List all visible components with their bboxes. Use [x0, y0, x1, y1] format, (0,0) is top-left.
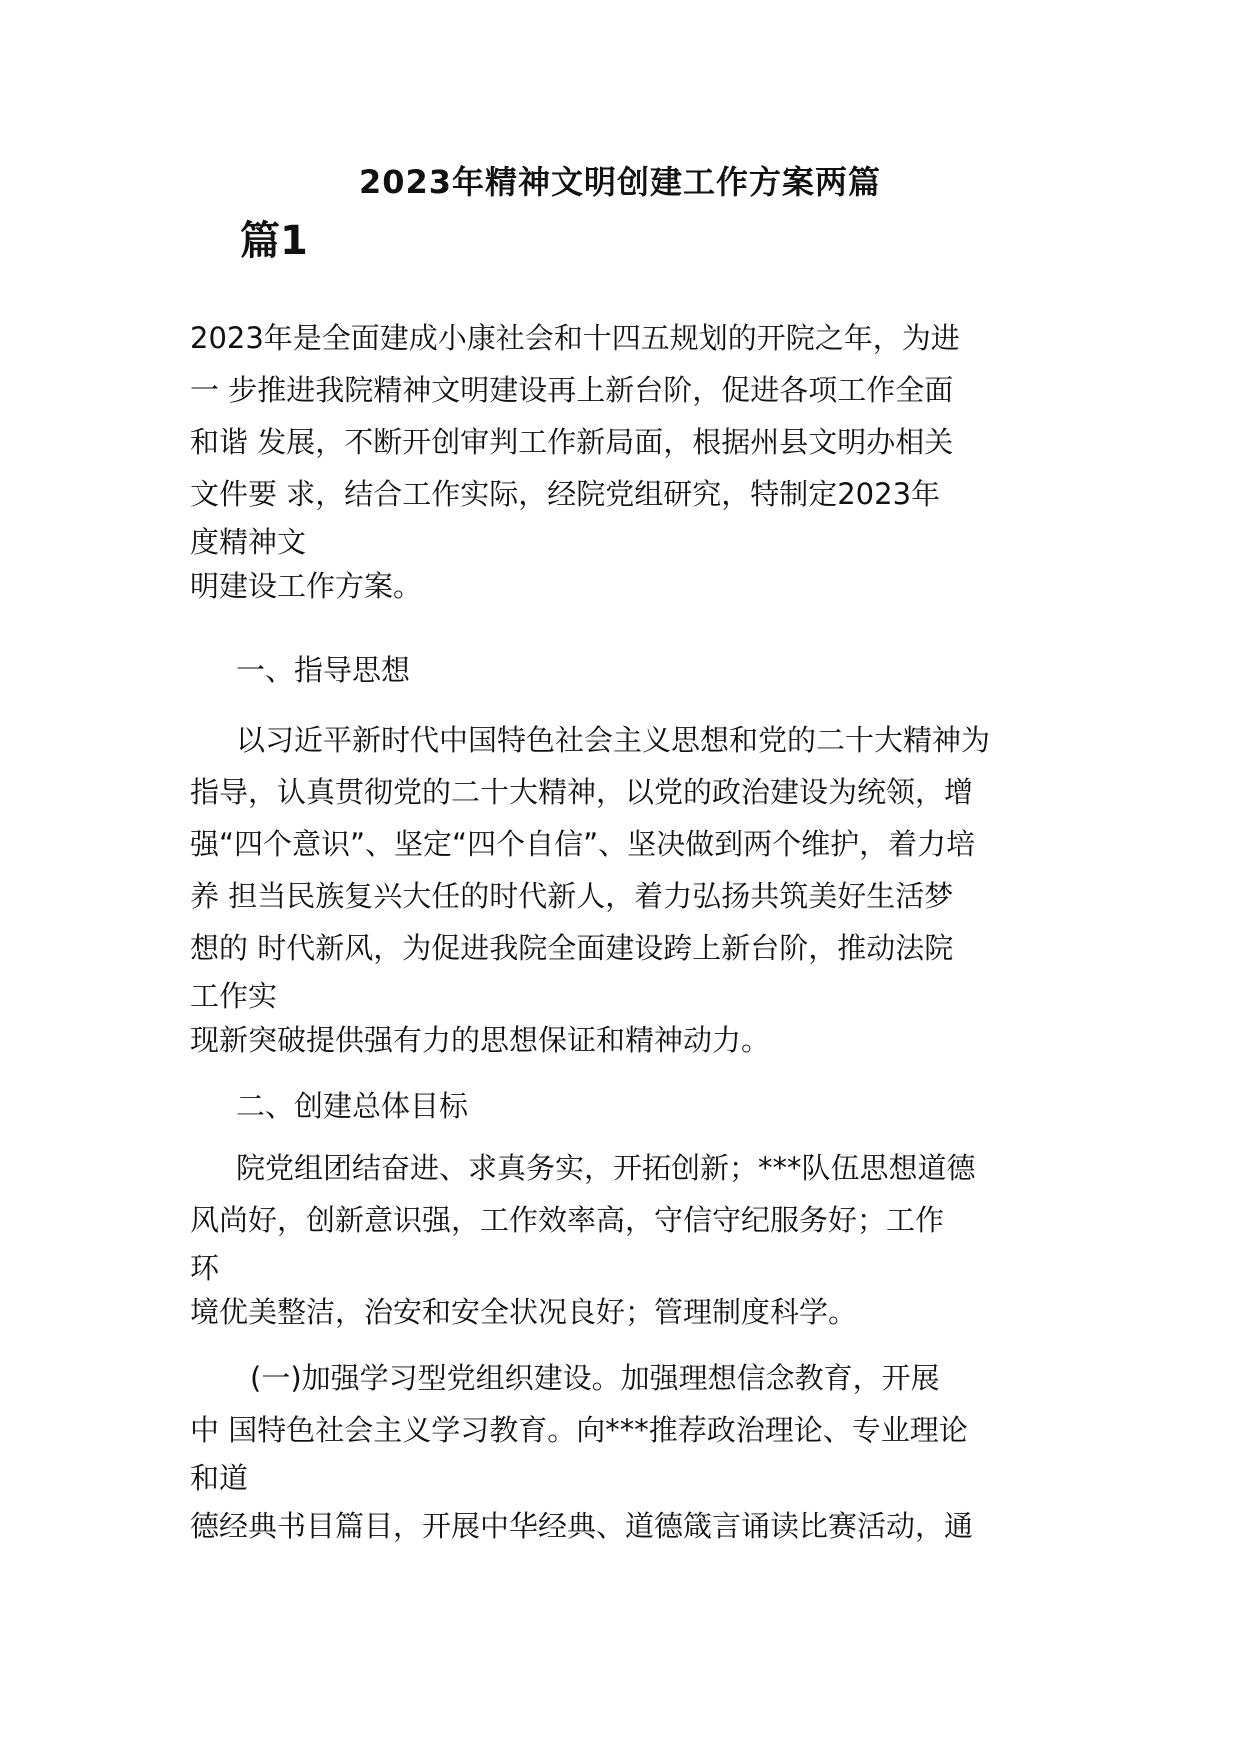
- paragraph-line: 境优美整洁，治安和安全状况良好；管理制度科学。: [190, 1295, 858, 1329]
- paragraph-line: 强“四个意识”、坚定“四个自信”、坚决做到两个维护，着力培: [190, 827, 976, 861]
- paragraph-line: 风尚好，创新意识强，工作效率高，守信守纪服务好；工作: [190, 1203, 945, 1237]
- paragraph-line: (一)加强学习型党组织建设。加强理想信念教育，开展: [250, 1361, 940, 1395]
- paragraph-line: 一 步推进我院精神文明建设再上新台阶，促进各项工作全面: [190, 373, 954, 407]
- paragraph-line: 环: [190, 1251, 220, 1285]
- paragraph-line: 文件要 求，结合工作实际，经院党组研究，特制定2023年: [190, 477, 941, 511]
- section-heading: 一、指导思想: [236, 653, 411, 687]
- paragraph-line: 指导，认真贯彻党的二十大精神，以党的政治建设为统领，增: [190, 775, 974, 809]
- document-title: 2023年精神文明创建工作方案两篇: [358, 163, 882, 201]
- paragraph-line: 和道: [190, 1461, 249, 1495]
- paragraph-line: 院党组团结奋进、求真务实，开拓创新；***队伍思想道德: [236, 1151, 976, 1185]
- document-subtitle: 篇1: [240, 218, 308, 264]
- document-body: [190, 312, 1070, 1552]
- paragraph-line: 养 担当民族复兴大任的时代新人，着力弘扬共筑美好生活梦: [190, 879, 954, 913]
- paragraph-line: 工作实: [190, 979, 278, 1013]
- section-heading: 二、创建总体目标: [236, 1089, 469, 1123]
- paragraph-line: 明建设工作方案。: [190, 569, 423, 603]
- paragraph-line: 想的 时代新风，为促进我院全面建设跨上新台阶，推动法院: [190, 931, 954, 965]
- paragraph-line: 现新突破提供强有力的思想保证和精神动力。: [190, 1023, 771, 1057]
- paragraph-line: 中 国特色社会主义学习教育。向***推荐政治理论、专业理论: [190, 1413, 968, 1447]
- paragraph-line: 德经典书目篇目，开展中华经典、道德箴言诵读比赛活动，通: [190, 1509, 974, 1543]
- paragraph-line: 度精神文: [190, 525, 307, 559]
- paragraph-line: 和谐 发展，不断开创审判工作新局面，根据州县文明办相关: [190, 425, 954, 459]
- paragraph-line: 2023年是全面建成小康社会和十四五规划的开院之年，为进: [190, 321, 960, 355]
- paragraph-line: 以习近平新时代中国特色社会主义思想和党的二十大精神为: [236, 723, 991, 757]
